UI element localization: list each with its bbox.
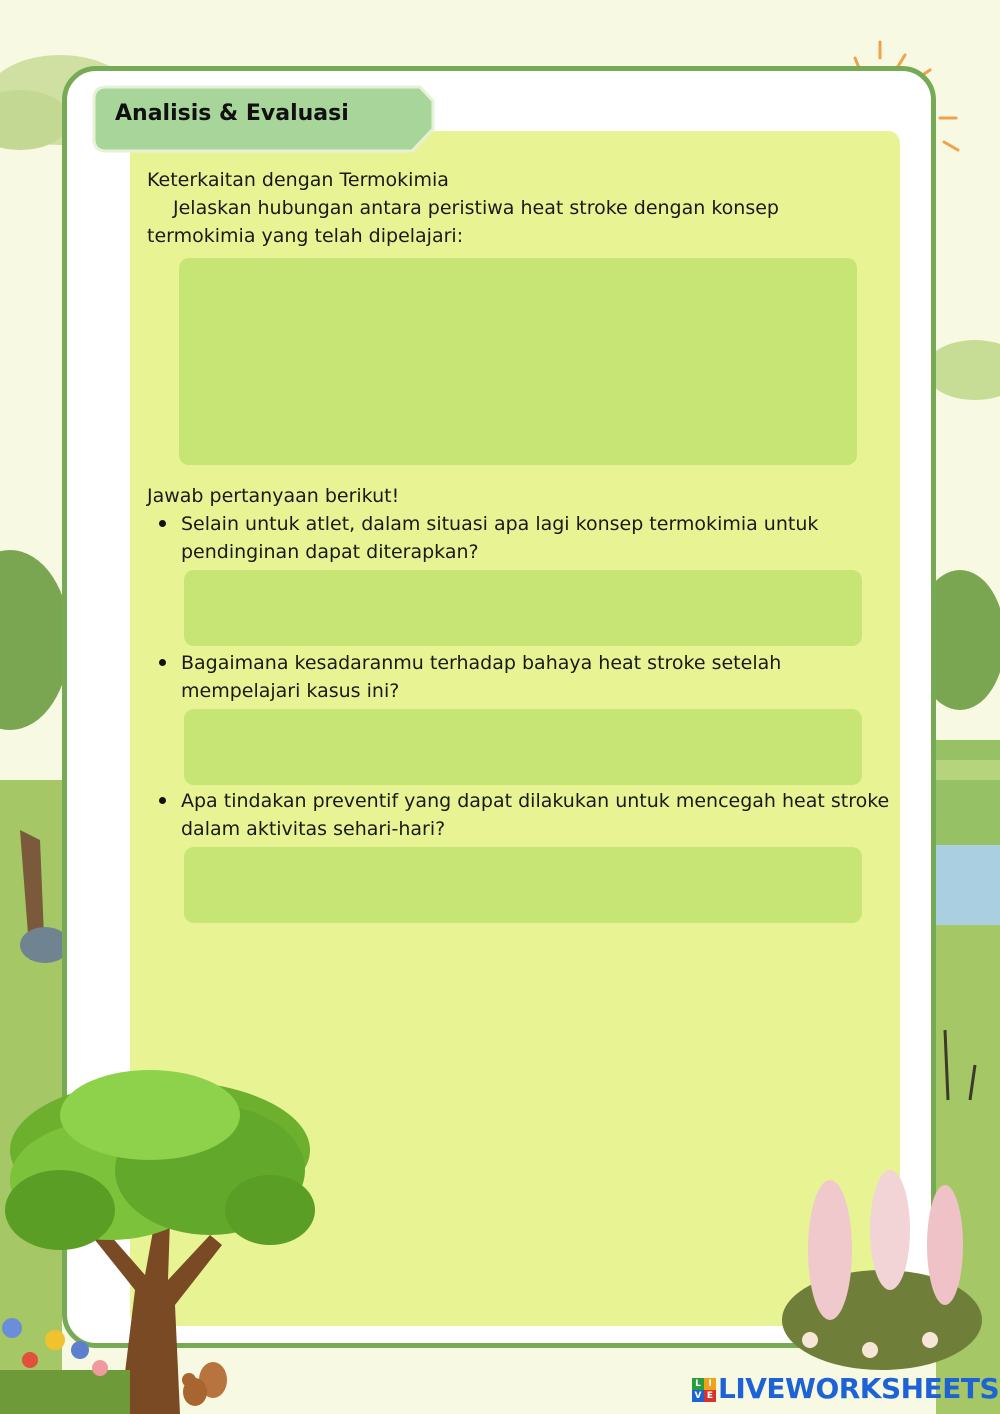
answer-input-main[interactable]: [179, 258, 857, 465]
instruction-line-1: Jelaskan hubungan antara peristiwa heat stroke dengan konsep: [173, 197, 779, 219]
topic-heading: Keterkaitan dengan Termokimia: [147, 169, 449, 191]
question-1-line-2: pendinginan dapat diterapkan?: [181, 541, 479, 563]
question-2-line-2: mempelajari kasus ini?: [181, 680, 400, 702]
question-1-line-1: Selain untuk atlet, dalam situasi apa lagi konsep termokimia untuk: [181, 513, 819, 535]
logo-badge: [692, 1378, 716, 1402]
bullet-icon: [159, 520, 166, 527]
questions-heading: Jawab pertanyaan berikut!: [147, 485, 400, 507]
logo-badge-letter: I: [704, 1378, 716, 1390]
bullet-icon: [159, 659, 166, 666]
flower-bush-icon: [770, 1170, 995, 1374]
flowers-icon: [0, 1310, 130, 1414]
section-title-tab: [90, 85, 435, 153]
instruction-line-2: termokimia yang telah dipelajari:: [147, 225, 464, 247]
question-3-line-2: dalam aktivitas sehari-hari?: [181, 818, 446, 840]
section-title: Analisis & Evaluasi: [115, 101, 349, 126]
answer-input-1[interactable]: [184, 570, 862, 646]
logo-badge-letter: L: [692, 1378, 704, 1390]
bullet-icon: [159, 797, 166, 804]
logo-text: LIVEWORKSHEETS: [718, 1372, 1000, 1405]
squirrel-icon: [175, 1360, 230, 1410]
question-3-line-1: Apa tindakan preventif yang dapat dilakukan untuk mencegah heat stroke: [181, 790, 890, 812]
question-2-line-1: Bagaimana kesadaranmu terhadap bahaya heat stroke setelah: [181, 652, 782, 674]
logo-badge-letter: V: [692, 1390, 704, 1402]
logo-badge-letter: E: [704, 1390, 716, 1402]
answer-input-3[interactable]: [184, 847, 862, 923]
answer-input-2[interactable]: [184, 709, 862, 785]
